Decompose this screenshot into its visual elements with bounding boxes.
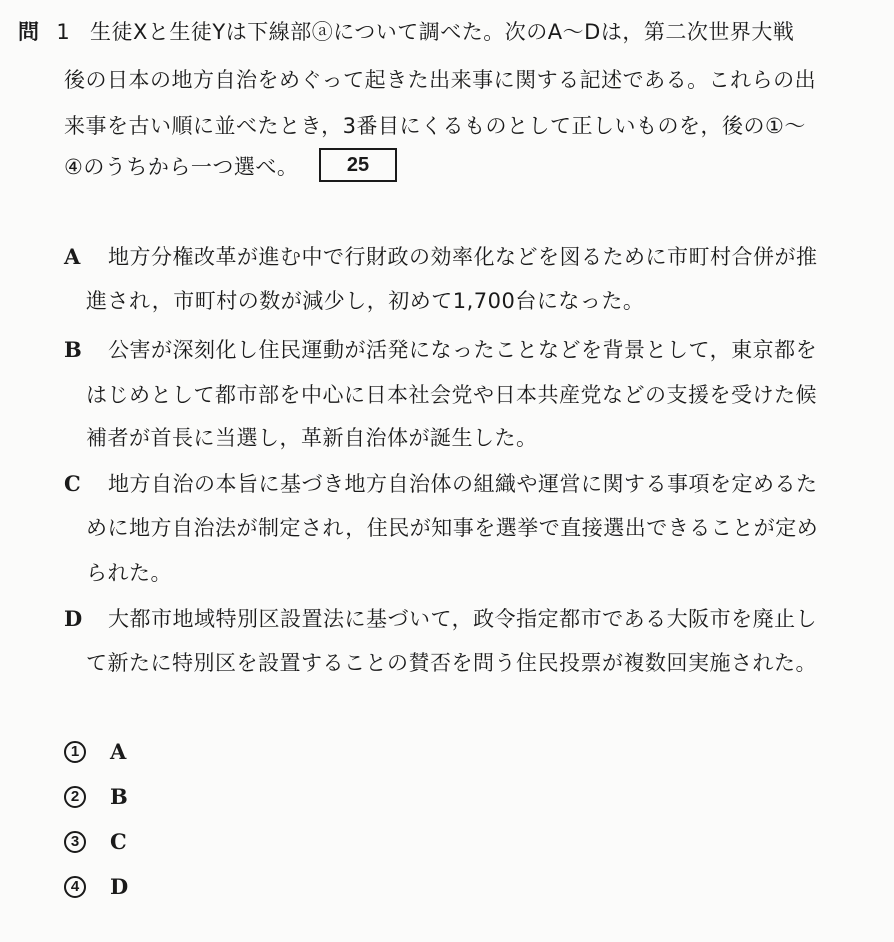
- item-b-line-2: はじめとして都市部を中心に日本社会党や日本共産党などの支援を受けた候: [86, 383, 817, 407]
- question-index: 1: [56, 20, 72, 44]
- item-a-line-1: 地方分権改革が進む中で行財政の効率化などを図るために市町村合併が推: [108, 245, 818, 269]
- stem-line-1: 生徒Xと生徒Yは下線部ⓐについて調べた。次のA～Dは，第二次世界大戦: [90, 20, 795, 44]
- option-1-label[interactable]: A: [110, 739, 127, 764]
- item-a-letter: A: [64, 244, 81, 269]
- item-b-line-3: 補者が首長に当選し，革新自治体が誕生した。: [86, 426, 538, 450]
- question-label: [18, 18, 72, 46]
- item-a-line-2: 進され，市町村の数が減少し，初めて1,700台になった。: [86, 289, 645, 313]
- item-d-line-1: 大都市地域特別区設置法に基づいて，政令指定都市である大阪市を廃止し: [108, 607, 818, 631]
- answer-number-box: 25: [319, 148, 397, 182]
- item-d-line-2: て新たに特別区を設置することの賛否を問う住民投票が複数回実施された。: [86, 651, 817, 675]
- stem-line-2: 後の日本の地方自治をめぐって起きた出来事に関する記述である。これらの出: [64, 68, 817, 92]
- question-kanji: 問: [18, 20, 41, 44]
- item-c-line-2: めに地方自治法が制定され，住民が知事を選挙で直接選出できることが定め: [86, 516, 819, 540]
- option-2-mark[interactable]: 2: [64, 786, 86, 808]
- item-c-line-1: 地方自治の本旨に基づき地方自治体の組織や運営に関する事項を定めるた: [108, 472, 818, 496]
- option-3-label[interactable]: C: [110, 829, 127, 854]
- item-c-line-3: られた。: [86, 561, 172, 585]
- stem-line-3: 来事を古い順に並べたとき，3番目にくるものとして正しいものを，後の①～: [64, 114, 806, 138]
- item-d-letter: D: [64, 606, 83, 631]
- option-4-mark[interactable]: 4: [64, 876, 86, 898]
- stem-line-4: ④のうちから一つ選べ。: [64, 155, 299, 179]
- option-1-mark[interactable]: 1: [64, 741, 86, 763]
- option-2-label[interactable]: B: [110, 784, 128, 809]
- option-3-mark[interactable]: 3: [64, 831, 86, 853]
- option-4-label[interactable]: D: [110, 874, 129, 899]
- item-b-letter: B: [64, 337, 82, 362]
- item-c-letter: C: [64, 471, 81, 496]
- item-b-line-1: 公害が深刻化し住民運動が活発になったことなどを背景として，東京都を: [108, 338, 818, 362]
